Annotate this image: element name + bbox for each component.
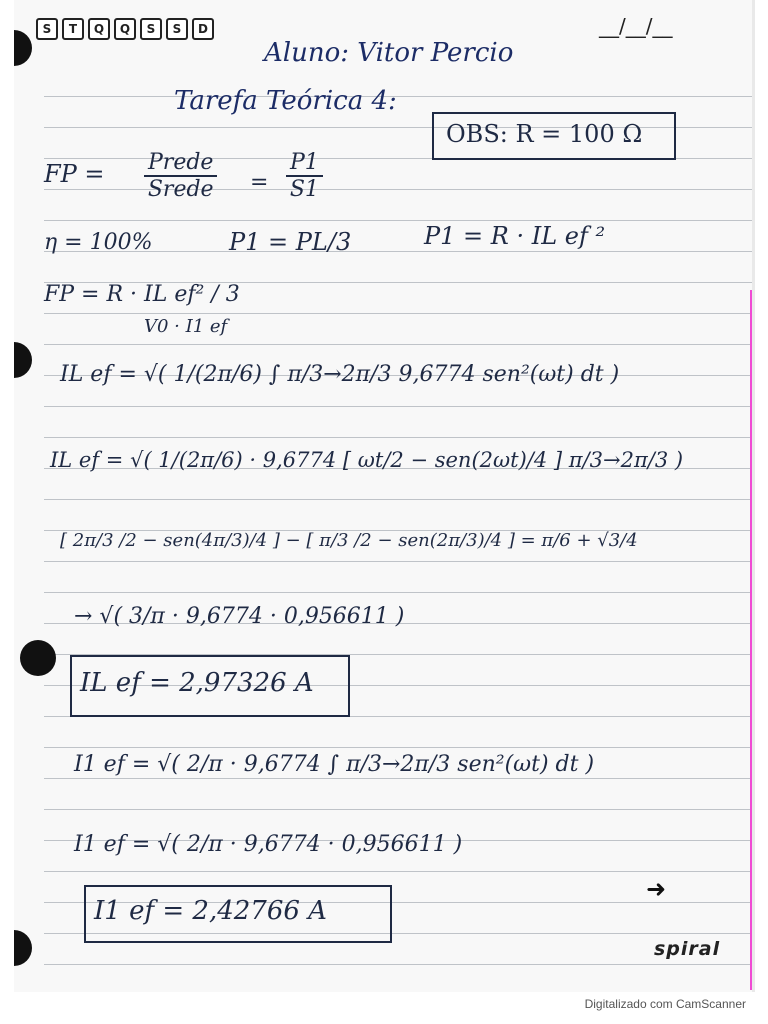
- il-result: IL ef = 2,97326 A: [80, 668, 314, 698]
- fp-denominator-2: S1: [289, 177, 319, 202]
- ruled-line: [44, 809, 752, 810]
- p1-equation: P1 = PL/3: [229, 228, 352, 256]
- i1-result: I1 ef = 2,42766 A: [94, 896, 327, 926]
- weekday-box: S: [166, 18, 188, 40]
- binder-hole: [14, 30, 32, 66]
- weekday-box: D: [192, 18, 214, 40]
- note-text: OBS: R = 100 Ω: [446, 120, 643, 148]
- fp-numerator-2: P1: [286, 150, 323, 177]
- binder-hole: [20, 640, 56, 676]
- weekday-box: S: [36, 18, 58, 40]
- ruled-line: [44, 344, 752, 345]
- fp-expression-denominator: V0 · I1 ef: [144, 316, 228, 337]
- notebook-page: [14, 0, 755, 992]
- ruled-line: [44, 747, 752, 748]
- ruled-line: [44, 220, 752, 221]
- binder-hole: [14, 930, 32, 966]
- scanner-watermark: Digitalizado com CamScanner: [584, 997, 746, 1011]
- efficiency: η = 100%: [44, 230, 153, 255]
- ruled-line: [44, 96, 752, 97]
- student-name: Aluno: Vitor Percio: [264, 38, 514, 68]
- weekday-box: S: [140, 18, 162, 40]
- ruled-line: [44, 499, 752, 500]
- ruled-line: [44, 437, 752, 438]
- brand-logo: spiral: [654, 938, 721, 960]
- il-numeric: → √( 3/π · 9,6774 · 0,956611 ): [74, 604, 405, 629]
- pl-equation: P1 = R · IL ef ²: [424, 222, 606, 250]
- il-integral: IL ef = √( 1/(2π/6) ∫ π/3→2π/3 9,6774 sen²(ωt) dt ): [60, 362, 620, 387]
- ruled-line: [44, 964, 752, 965]
- fp-numerator: Prede: [144, 150, 217, 177]
- fp-expression: FP = R · IL ef² / 3: [44, 282, 240, 307]
- fp-fraction-2: [286, 150, 323, 202]
- task-title: Tarefa Teórica 4:: [174, 86, 397, 116]
- weekday-box: Q: [88, 18, 110, 40]
- fp-equals: =: [250, 170, 269, 195]
- i1-integral: I1 ef = √( 2/π · 9,6774 ∫ π/3→2π/3 sen²(ωt) dt ): [74, 752, 595, 777]
- fp-fraction: [144, 150, 217, 202]
- arrow-right-icon: ➜: [646, 875, 667, 903]
- il-antiderivative: IL ef = √( 1/(2π/6) · 9,6774 [ ωt/2 − sen(2ωt)/4 ] π/3→2π/3 ): [50, 448, 684, 472]
- fp-denominator: Srede: [147, 177, 214, 202]
- ruled-line: [44, 778, 752, 779]
- bracket-evaluation: [ 2π/3 /2 − sen(4π/3)/4 ] − [ π/3 /2 − sen(2π/3)/4 ] = π/6 + √3/4: [60, 530, 638, 551]
- ruled-line: [44, 592, 752, 593]
- i1-numeric: I1 ef = √( 2/π · 9,6774 · 0,956611 ): [74, 832, 463, 857]
- margin-line: [750, 290, 755, 990]
- weekday-boxes: [36, 18, 214, 40]
- weekday-box: T: [62, 18, 84, 40]
- date-field: __/__/__: [599, 14, 673, 38]
- ruled-line: [44, 871, 752, 872]
- ruled-line: [44, 313, 752, 314]
- ruled-line: [44, 561, 752, 562]
- weekday-box: Q: [114, 18, 136, 40]
- fp-label: FP =: [44, 160, 105, 188]
- ruled-line: [44, 406, 752, 407]
- binder-hole: [14, 342, 32, 378]
